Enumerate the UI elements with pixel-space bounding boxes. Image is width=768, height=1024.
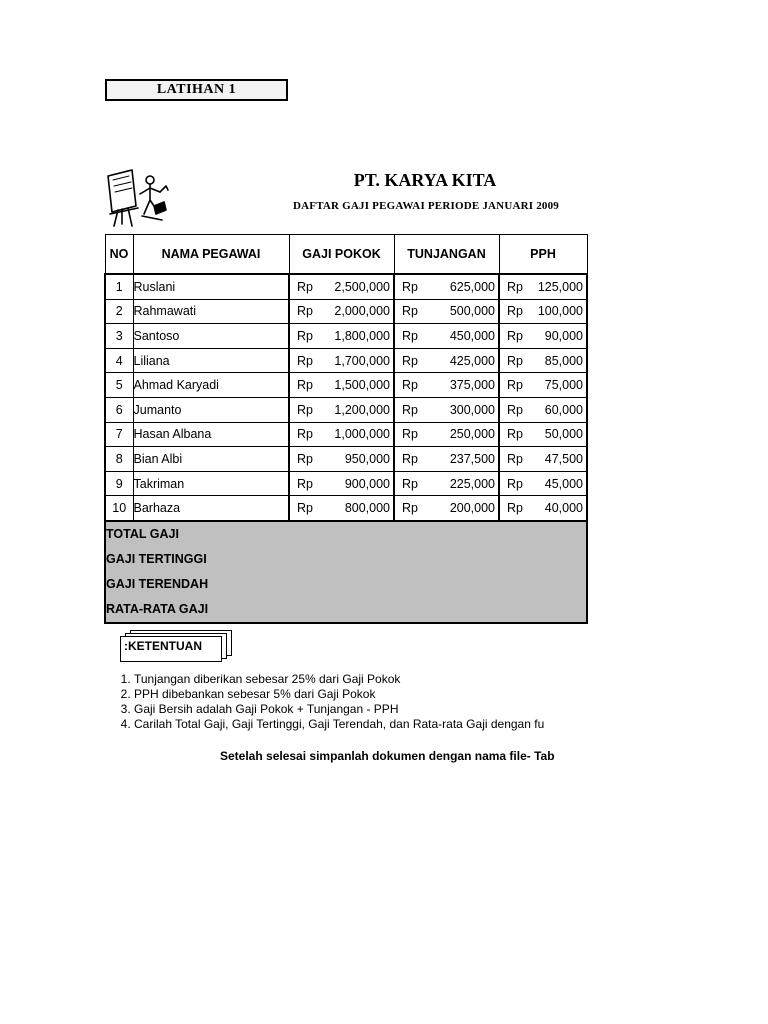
gaji-value: 900,000 [344, 476, 390, 491]
table-row [105, 274, 587, 299]
employee-name: Barhaza [133, 496, 289, 521]
tunjangan-value: 425,000 [449, 353, 495, 368]
currency-label: Rp [297, 304, 313, 319]
pph-cell [499, 299, 587, 324]
row-number: 3 [105, 324, 133, 349]
gaji-value: 1,500,000 [334, 378, 390, 393]
gaji-cell [289, 348, 394, 373]
gaji-value: 2,000,000 [334, 304, 390, 319]
employee-name: Ruslani [133, 274, 289, 299]
pph-cell [499, 397, 587, 422]
currency-label: Rp [507, 451, 523, 466]
tunjangan-cell [394, 422, 499, 447]
tunjangan-value: 237,500 [449, 451, 495, 466]
tunjangan-value: 500,000 [449, 304, 495, 319]
pph-value: 100,000 [537, 304, 583, 319]
currency-label: Rp [507, 378, 523, 393]
tunjangan-cell [394, 471, 499, 496]
employee-name: Jumanto [133, 397, 289, 422]
employee-name: Liliana [133, 348, 289, 373]
table-row [105, 348, 587, 373]
row-number: 8 [105, 447, 133, 472]
currency-label: Rp [402, 451, 418, 466]
gaji-cell [289, 397, 394, 422]
currency-label: Rp [402, 476, 418, 491]
pph-cell [499, 348, 587, 373]
rule-item: 2. PPH dibebankan sebesar 5% dari Gaji Pokok [134, 687, 604, 702]
header-tunjangan: TUNJANGAN [394, 235, 499, 275]
pph-value: 50,000 [544, 427, 583, 442]
currency-label: Rp [507, 304, 523, 319]
rules-list [112, 672, 604, 732]
summary-row-max [105, 547, 587, 572]
currency-label: Rp [402, 304, 418, 319]
employee-name: Hasan Albana [133, 422, 289, 447]
row-number: 6 [105, 397, 133, 422]
summary-row-min [105, 572, 587, 597]
table-row [105, 299, 587, 324]
table-row [105, 447, 587, 472]
summary-row-avg [105, 597, 587, 623]
currency-label: Rp [402, 427, 418, 442]
tunjangan-cell [394, 496, 499, 521]
tunjangan-value: 250,000 [449, 427, 495, 442]
table-row [105, 373, 587, 398]
pph-cell [499, 471, 587, 496]
tunjangan-cell [394, 299, 499, 324]
employee-name: Bian Albi [133, 447, 289, 472]
currency-label: Rp [297, 353, 313, 368]
tunjangan-cell [394, 447, 499, 472]
table-row [105, 471, 587, 496]
pph-cell [499, 274, 587, 299]
currency-label: Rp [507, 328, 523, 343]
pph-value: 45,000 [544, 476, 583, 491]
tunjangan-value: 300,000 [449, 402, 495, 417]
payroll-subtitle: DAFTAR GAJI PEGAWAI PERIODE JANUARI 2009 [292, 200, 559, 212]
company-title: PT. KARYA KITA [353, 170, 497, 190]
currency-label: Rp [507, 476, 523, 491]
summary-row-total [105, 521, 587, 547]
pph-cell [499, 422, 587, 447]
tunjangan-value: 625,000 [449, 279, 495, 294]
pph-cell [499, 373, 587, 398]
currency-label: Rp [507, 501, 523, 516]
gaji-value: 2,500,000 [334, 279, 390, 294]
pph-value: 40,000 [544, 501, 583, 516]
currency-label: Rp [507, 427, 523, 442]
currency-label: Rp [507, 402, 523, 417]
rule-item: 1. Tunjangan diberikan sebesar 25% dari Gaji Pokok [134, 672, 604, 687]
gaji-cell [289, 274, 394, 299]
pph-value: 90,000 [544, 328, 583, 343]
ketentuan-badge [120, 630, 232, 662]
currency-label: Rp [402, 378, 418, 393]
artist-easel-clipart-icon [104, 166, 170, 230]
tunjangan-cell [394, 348, 499, 373]
pph-cell [499, 324, 587, 349]
exercise-label: LATIHAN 1 [105, 79, 288, 101]
pph-cell [499, 496, 587, 521]
currency-label: Rp [297, 378, 313, 393]
tunjangan-value: 450,000 [449, 328, 495, 343]
tunjangan-cell [394, 324, 499, 349]
tunjangan-cell [394, 373, 499, 398]
gaji-value: 1,800,000 [334, 328, 390, 343]
summary-label: GAJI TERENDAH [105, 572, 587, 597]
summary-label: RATA-RATA GAJI [105, 597, 587, 623]
gaji-value: 1,200,000 [334, 402, 390, 417]
header-gaji-pokok: GAJI POKOK [289, 235, 394, 275]
header-no: NO [105, 235, 133, 275]
currency-label: Rp [297, 451, 313, 466]
pph-value: 125,000 [537, 279, 583, 294]
row-number: 10 [105, 496, 133, 521]
table-row [105, 324, 587, 349]
currency-label: Rp [402, 501, 418, 516]
row-number: 9 [105, 471, 133, 496]
currency-label: Rp [402, 279, 418, 294]
currency-label: Rp [507, 279, 523, 294]
table-row [105, 422, 587, 447]
row-number: 1 [105, 274, 133, 299]
table-row [105, 496, 587, 521]
row-number: 4 [105, 348, 133, 373]
gaji-value: 1,700,000 [334, 353, 390, 368]
tunjangan-value: 375,000 [449, 378, 495, 393]
ketentuan-label: :KETENTUAN [124, 639, 202, 653]
currency-label: Rp [297, 501, 313, 516]
gaji-cell [289, 471, 394, 496]
rule-item: 3. Gaji Bersih adalah Gaji Pokok + Tunjangan - PPH [134, 702, 604, 717]
currency-label: Rp [297, 328, 313, 343]
header-nama: NAMA PEGAWAI [133, 235, 289, 275]
gaji-cell [289, 496, 394, 521]
tunjangan-cell [394, 274, 499, 299]
row-number: 7 [105, 422, 133, 447]
summary-label: GAJI TERTINGGI [105, 547, 587, 572]
currency-label: Rp [402, 328, 418, 343]
gaji-cell [289, 324, 394, 349]
employee-name: Ahmad Karyadi [133, 373, 289, 398]
table-header-row [105, 235, 587, 275]
gaji-cell [289, 299, 394, 324]
currency-label: Rp [297, 476, 313, 491]
currency-label: Rp [297, 402, 313, 417]
table-row [105, 397, 587, 422]
pph-value: 85,000 [544, 353, 583, 368]
pph-value: 47,500 [544, 451, 583, 466]
gaji-cell [289, 373, 394, 398]
row-number: 5 [105, 373, 133, 398]
employee-name: Rahmawati [133, 299, 289, 324]
gaji-value: 800,000 [344, 501, 390, 516]
currency-label: Rp [402, 402, 418, 417]
currency-label: Rp [297, 427, 313, 442]
pph-cell [499, 447, 587, 472]
gaji-value: 950,000 [344, 451, 390, 466]
footer-note: Setelah selesai simpanlah dokumen dengan nama file- Tab [220, 749, 555, 763]
header-pph: PPH [499, 235, 587, 275]
tunjangan-cell [394, 397, 499, 422]
currency-label: Rp [402, 353, 418, 368]
currency-label: Rp [297, 279, 313, 294]
salary-table [104, 234, 588, 624]
gaji-cell [289, 422, 394, 447]
row-number: 2 [105, 299, 133, 324]
pph-value: 60,000 [544, 402, 583, 417]
employee-name: Santoso [133, 324, 289, 349]
gaji-cell [289, 447, 394, 472]
rule-item: 4. Carilah Total Gaji, Gaji Tertinggi, Gaji Terendah, dan Rata-rata Gaji dengan fu [134, 717, 604, 732]
pph-value: 75,000 [544, 378, 583, 393]
employee-name: Takriman [133, 471, 289, 496]
currency-label: Rp [507, 353, 523, 368]
gaji-value: 1,000,000 [334, 427, 390, 442]
tunjangan-value: 225,000 [449, 476, 495, 491]
tunjangan-value: 200,000 [449, 501, 495, 516]
summary-label: TOTAL GAJI [105, 521, 587, 547]
